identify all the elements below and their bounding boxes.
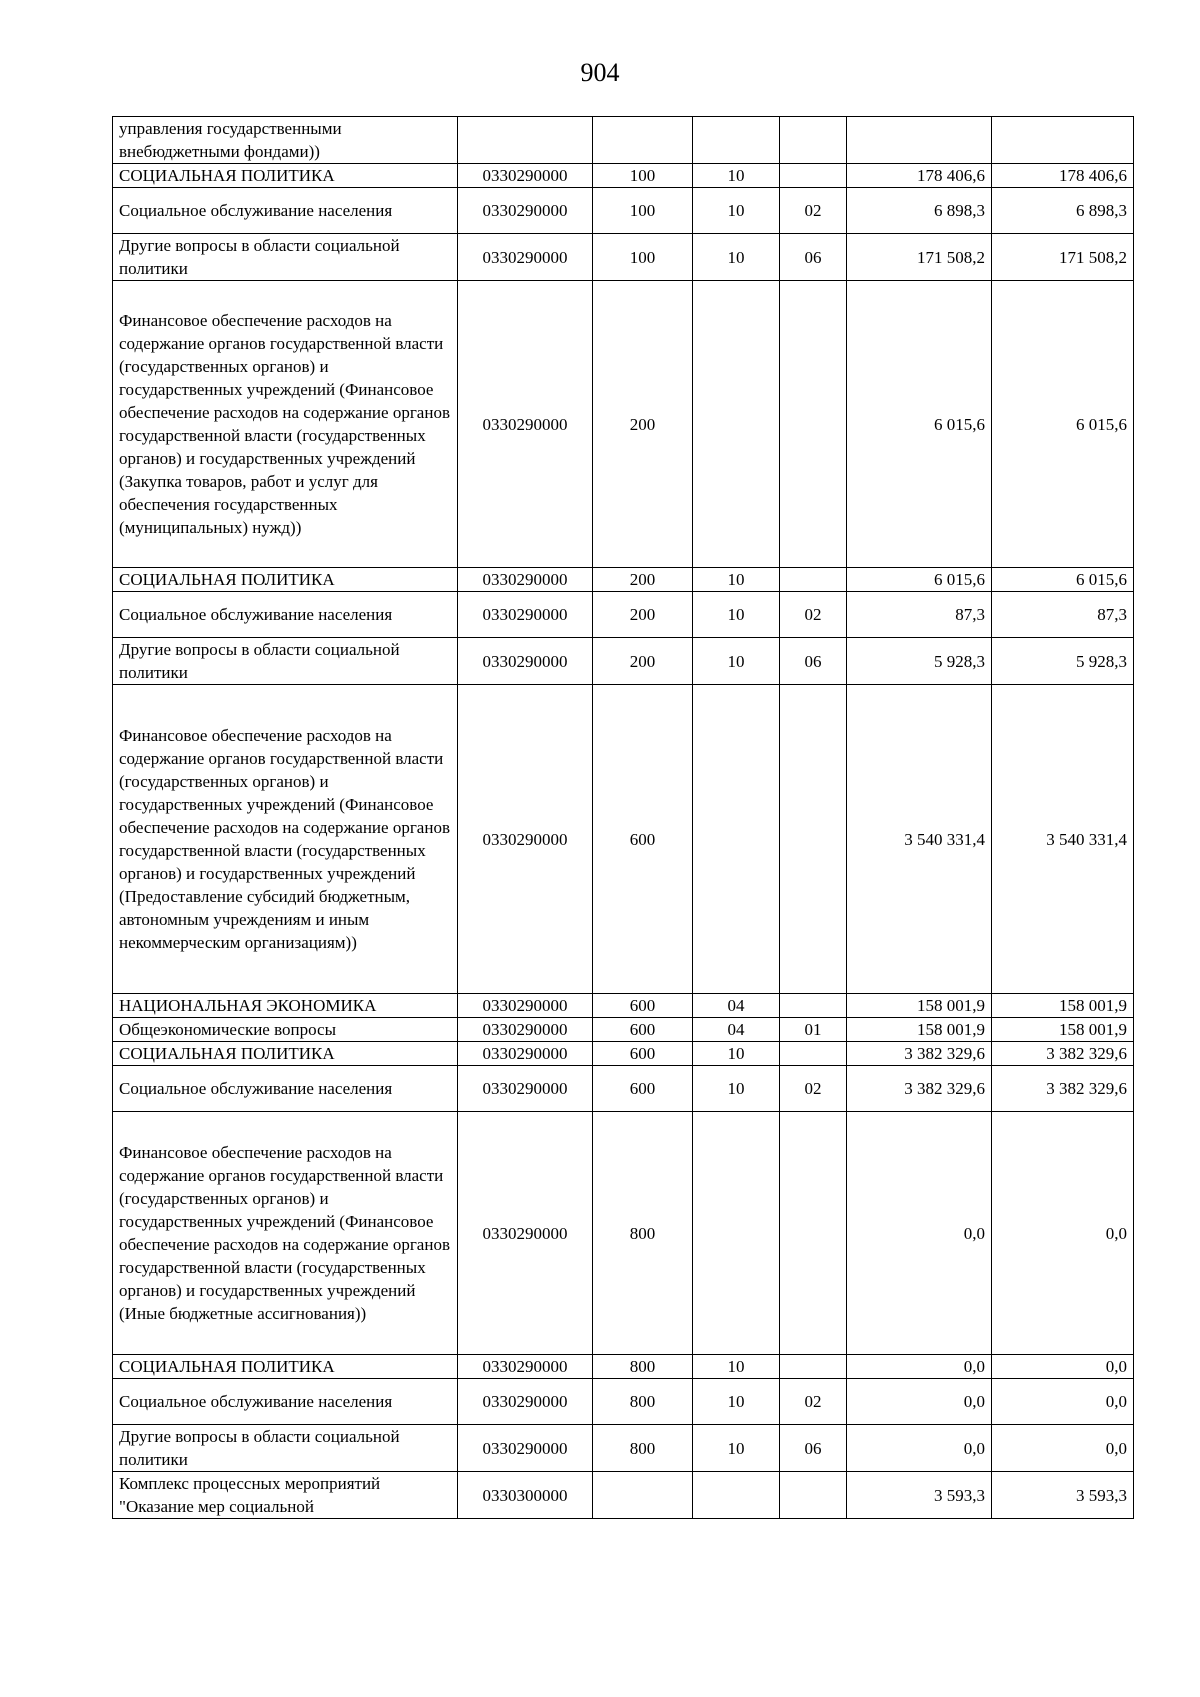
subsection-cell [780, 164, 847, 188]
expense-type-cell: 800 [593, 1379, 693, 1425]
row-name-cell: Комплекс процессных мероприятий "Оказание мер социальной [113, 1472, 458, 1519]
amount-year1-cell: 178 406,6 [847, 164, 992, 188]
expense-type-cell: 600 [593, 1042, 693, 1066]
amount-year2-cell: 3 382 329,6 [992, 1042, 1134, 1066]
amount-year1-cell: 171 508,2 [847, 234, 992, 281]
expense-type-cell: 600 [593, 1066, 693, 1112]
subsection-cell: 06 [780, 234, 847, 281]
section-cell: 10 [693, 1425, 780, 1472]
subsection-cell [780, 1112, 847, 1355]
budget-table [112, 116, 1134, 1519]
amount-year1-cell: 158 001,9 [847, 1018, 992, 1042]
table-row [113, 1066, 1134, 1112]
section-cell: 10 [693, 1042, 780, 1066]
section-cell [693, 1472, 780, 1519]
section-cell [693, 117, 780, 164]
subsection-cell [780, 117, 847, 164]
section-cell: 10 [693, 1066, 780, 1112]
target-article-cell: 0330290000 [458, 188, 593, 234]
table-row [113, 117, 1134, 164]
target-article-cell: 0330290000 [458, 1066, 593, 1112]
expense-type-cell: 600 [593, 994, 693, 1018]
target-article-cell: 0330290000 [458, 592, 593, 638]
table-row [113, 1018, 1134, 1042]
target-article-cell: 0330290000 [458, 1042, 593, 1066]
subsection-cell [780, 1355, 847, 1379]
amount-year1-cell: 6 898,3 [847, 188, 992, 234]
section-cell: 10 [693, 592, 780, 638]
amount-year1-cell: 3 593,3 [847, 1472, 992, 1519]
section-cell: 04 [693, 994, 780, 1018]
expense-type-cell: 200 [593, 638, 693, 685]
subsection-cell [780, 568, 847, 592]
row-name-cell: СОЦИАЛЬНАЯ ПОЛИТИКА [113, 1355, 458, 1379]
row-name-cell: Социальное обслуживание населения [113, 1066, 458, 1112]
amount-year2-cell: 6 898,3 [992, 188, 1134, 234]
table-row [113, 1112, 1134, 1355]
table-row [113, 592, 1134, 638]
target-article-cell [458, 117, 593, 164]
row-name-cell: Финансовое обеспечение расходов на содержание органов государственной власти (государственных органов) и государственных учреждений (Финансовое обеспечение расходов на содержание органов государственной власти (государственных органов) и государственных учреждений (Предоставление субсидий бюджетным, автономным учреждениям и иным некоммерческим организациям)) [113, 685, 458, 994]
subsection-cell: 06 [780, 1425, 847, 1472]
subsection-cell: 02 [780, 1066, 847, 1112]
expense-type-cell: 200 [593, 568, 693, 592]
row-name-cell: НАЦИОНАЛЬНАЯ ЭКОНОМИКА [113, 994, 458, 1018]
table-row [113, 1425, 1134, 1472]
row-name-cell: Финансовое обеспечение расходов на содержание органов государственной власти (государственных органов) и государственных учреждений (Финансовое обеспечение расходов на содержание органов государственной власти (государственных органов) и государственных учреждений (Закупка товаров, работ и услуг для обеспечения государственных (муниципальных) нужд)) [113, 281, 458, 568]
amount-year2-cell: 3 382 329,6 [992, 1066, 1134, 1112]
expense-type-cell: 100 [593, 234, 693, 281]
amount-year1-cell: 0,0 [847, 1425, 992, 1472]
section-cell [693, 281, 780, 568]
row-name-cell: Социальное обслуживание населения [113, 1379, 458, 1425]
amount-year2-cell [992, 117, 1134, 164]
amount-year1-cell: 158 001,9 [847, 994, 992, 1018]
amount-year2-cell: 3 593,3 [992, 1472, 1134, 1519]
section-cell: 10 [693, 188, 780, 234]
amount-year1-cell: 5 928,3 [847, 638, 992, 685]
table-row [113, 1379, 1134, 1425]
amount-year2-cell: 178 406,6 [992, 164, 1134, 188]
table-row [113, 1355, 1134, 1379]
section-cell: 04 [693, 1018, 780, 1042]
table-row [113, 1472, 1134, 1519]
row-name-cell: СОЦИАЛЬНАЯ ПОЛИТИКА [113, 164, 458, 188]
amount-year1-cell: 0,0 [847, 1379, 992, 1425]
amount-year2-cell: 0,0 [992, 1112, 1134, 1355]
table-row [113, 1042, 1134, 1066]
section-cell [693, 1112, 780, 1355]
row-name-cell: Социальное обслуживание населения [113, 592, 458, 638]
row-name-cell: Другие вопросы в области социальной политики [113, 638, 458, 685]
subsection-cell: 02 [780, 188, 847, 234]
subsection-cell: 01 [780, 1018, 847, 1042]
subsection-cell: 02 [780, 1379, 847, 1425]
target-article-cell: 0330290000 [458, 1112, 593, 1355]
subsection-cell [780, 1472, 847, 1519]
table-row [113, 685, 1134, 994]
row-name-cell: СОЦИАЛЬНАЯ ПОЛИТИКА [113, 1042, 458, 1066]
target-article-cell: 0330290000 [458, 994, 593, 1018]
target-article-cell: 0330300000 [458, 1472, 593, 1519]
subsection-cell [780, 281, 847, 568]
target-article-cell: 0330290000 [458, 281, 593, 568]
expense-type-cell: 800 [593, 1355, 693, 1379]
expense-type-cell: 100 [593, 188, 693, 234]
target-article-cell: 0330290000 [458, 638, 593, 685]
page-number: 904 [580, 58, 620, 87]
table-row [113, 994, 1134, 1018]
row-name-cell: Общеэкономические вопросы [113, 1018, 458, 1042]
table-row [113, 234, 1134, 281]
amount-year2-cell: 3 540 331,4 [992, 685, 1134, 994]
table-row [113, 568, 1134, 592]
expense-type-cell [593, 117, 693, 164]
amount-year2-cell: 6 015,6 [992, 568, 1134, 592]
section-cell: 10 [693, 1355, 780, 1379]
amount-year2-cell: 5 928,3 [992, 638, 1134, 685]
table-body [113, 117, 1134, 1519]
expense-type-cell: 600 [593, 1018, 693, 1042]
section-cell [693, 685, 780, 994]
amount-year1-cell [847, 117, 992, 164]
amount-year2-cell: 0,0 [992, 1379, 1134, 1425]
subsection-cell: 06 [780, 638, 847, 685]
amount-year1-cell: 6 015,6 [847, 568, 992, 592]
amount-year1-cell: 3 382 329,6 [847, 1042, 992, 1066]
table-row [113, 164, 1134, 188]
amount-year2-cell: 158 001,9 [992, 1018, 1134, 1042]
expense-type-cell: 800 [593, 1425, 693, 1472]
row-name-cell: Социальное обслуживание населения [113, 188, 458, 234]
row-name-cell: СОЦИАЛЬНАЯ ПОЛИТИКА [113, 568, 458, 592]
target-article-cell: 0330290000 [458, 685, 593, 994]
amount-year1-cell: 87,3 [847, 592, 992, 638]
amount-year2-cell: 6 015,6 [992, 281, 1134, 568]
subsection-cell: 02 [780, 592, 847, 638]
amount-year1-cell: 3 540 331,4 [847, 685, 992, 994]
table-row [113, 281, 1134, 568]
target-article-cell: 0330290000 [458, 164, 593, 188]
amount-year2-cell: 0,0 [992, 1425, 1134, 1472]
target-article-cell: 0330290000 [458, 1425, 593, 1472]
table-row [113, 188, 1134, 234]
amount-year1-cell: 0,0 [847, 1112, 992, 1355]
amount-year1-cell: 0,0 [847, 1355, 992, 1379]
expense-type-cell [593, 1472, 693, 1519]
expense-type-cell: 200 [593, 592, 693, 638]
section-cell: 10 [693, 638, 780, 685]
subsection-cell [780, 685, 847, 994]
amount-year2-cell: 0,0 [992, 1355, 1134, 1379]
amount-year2-cell: 158 001,9 [992, 994, 1134, 1018]
row-name-cell: Другие вопросы в области социальной политики [113, 234, 458, 281]
target-article-cell: 0330290000 [458, 1355, 593, 1379]
target-article-cell: 0330290000 [458, 234, 593, 281]
target-article-cell: 0330290000 [458, 1379, 593, 1425]
row-name-cell: Финансовое обеспечение расходов на содержание органов государственной власти (государственных органов) и государственных учреждений (Финансовое обеспечение расходов на содержание органов государственной власти (государственных органов) и государственных учреждений (Иные бюджетные ассигнования)) [113, 1112, 458, 1355]
expense-type-cell: 800 [593, 1112, 693, 1355]
row-name-cell: Другие вопросы в области социальной политики [113, 1425, 458, 1472]
target-article-cell: 0330290000 [458, 1018, 593, 1042]
expense-type-cell: 200 [593, 281, 693, 568]
section-cell: 10 [693, 568, 780, 592]
expense-type-cell: 600 [593, 685, 693, 994]
subsection-cell [780, 1042, 847, 1066]
section-cell: 10 [693, 164, 780, 188]
amount-year1-cell: 6 015,6 [847, 281, 992, 568]
target-article-cell: 0330290000 [458, 568, 593, 592]
amount-year2-cell: 87,3 [992, 592, 1134, 638]
amount-year1-cell: 3 382 329,6 [847, 1066, 992, 1112]
amount-year2-cell: 171 508,2 [992, 234, 1134, 281]
row-name-cell: управления государственными внебюджетными фондами)) [113, 117, 458, 164]
section-cell: 10 [693, 234, 780, 281]
expense-type-cell: 100 [593, 164, 693, 188]
section-cell: 10 [693, 1379, 780, 1425]
table-row [113, 638, 1134, 685]
subsection-cell [780, 994, 847, 1018]
